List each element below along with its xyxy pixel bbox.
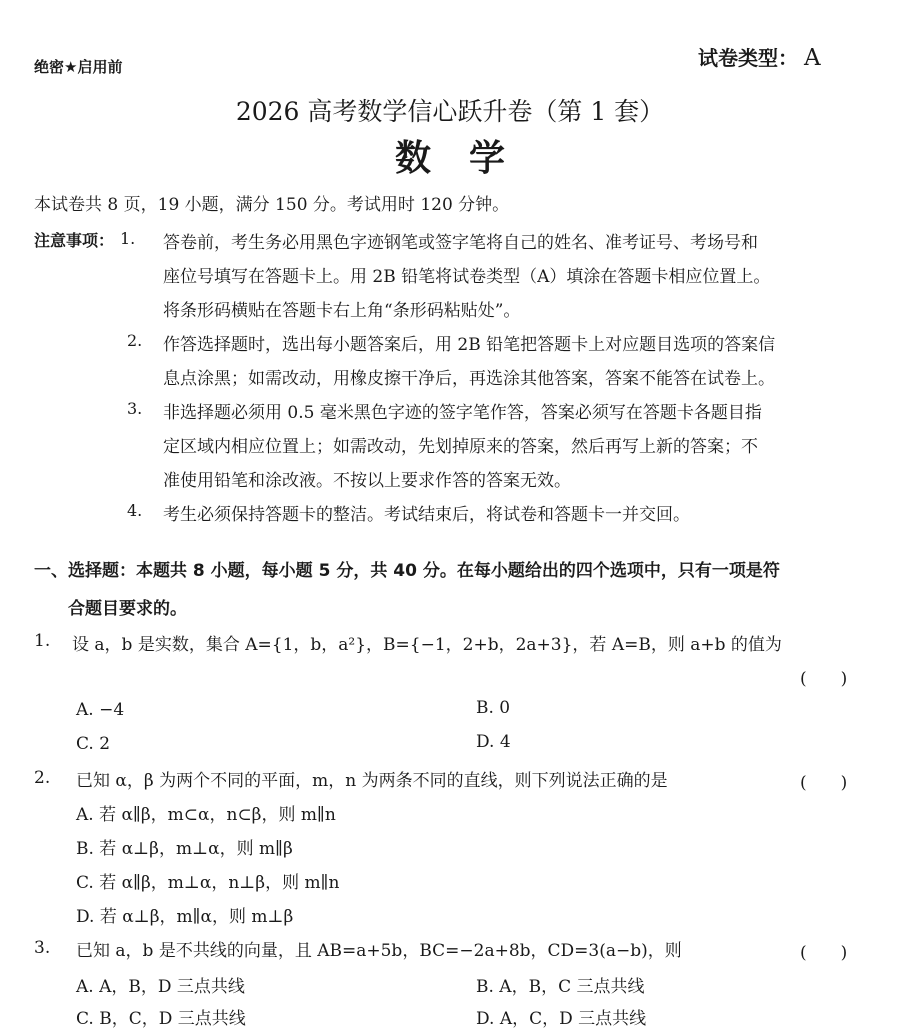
option: B. A，B，C 三点共线 (476, 977, 645, 997)
question-number: 2. (34, 768, 51, 788)
note-line: 座位号填写在答题卡上。用 2B 铅笔将试卷类型（A）填涂在答题卡相应位置上。 (163, 267, 771, 287)
answer-paren: ( ) (800, 773, 848, 793)
option: C. B，C，D 三点共线 (76, 1009, 246, 1029)
note-line: 息点涂黑；如需改动，用橡皮擦干净后，再选涂其他答案，答案不能答在试卷上。 (163, 369, 775, 389)
notes-label: 注意事项： (34, 231, 115, 250)
note-number: 3. (127, 399, 143, 418)
note-line: 考生必须保持答题卡的整洁。考试结束后，将试卷和答题卡一并交回。 (163, 505, 690, 525)
note-line: 定区域内相应位置上；如需改动，先划掉原来的答案，然后再写上新的答案；不 (163, 437, 758, 457)
option: B. 若 α⊥β，m⊥α，则 m∥β (76, 839, 293, 859)
note-line: 答卷前，考生务必用黑色字迹钢笔或签字笔将自己的姓名、准考证号、考场号和 (163, 233, 758, 253)
question-stem: 设 a，b 是实数，集合 A={1，b，a²}，B={−1，2+b，2a+3}，若 A=B，则 a+b 的值为 (72, 635, 782, 655)
question-number: 3. (34, 938, 51, 958)
answer-paren: ( ) (800, 943, 848, 963)
option: A. −4 (76, 700, 125, 720)
option: C. 2 (76, 734, 111, 754)
option: D. A，C，D 三点共线 (476, 1009, 647, 1029)
answer-paren: ( ) (800, 669, 848, 689)
option: A. 若 α∥β，m⊂α，n⊂β，则 m∥n (76, 805, 336, 825)
paper-type-label: 试卷类型： (698, 46, 798, 70)
question-number: 1. (34, 631, 51, 651)
question-stem: 已知 a，b 是不共线的向量，且 AB=a+5b，BC=−2a+8b，CD=3(a−b)，则 (76, 941, 682, 961)
note-number: 4. (127, 501, 143, 520)
section-heading-cont: 合题目要求的。 (68, 599, 187, 619)
note-line: 非选择题必须用 0.5 毫米黑色字迹的签字笔作答，答案必须写在答题卡各题目指 (163, 403, 762, 423)
option: D. 若 α⊥β，m∥α，则 m⊥β (76, 907, 294, 927)
subject-title: 数学 (394, 138, 543, 179)
option: B. 0 (476, 698, 511, 718)
question-stem: 已知 α，β 为两个不同的平面，m，n 为两条不同的直线，则下列说法正确的是 (76, 771, 668, 791)
section-heading: 一、选择题：本题共 8 小题，每小题 5 分，共 40 分。在每小题给出的四个选项中，只有一项是符 (34, 561, 780, 581)
option: C. 若 α∥β，m⊥α，n⊥β，则 m∥n (76, 873, 340, 893)
note-line: 作答选择题时，选出每小题答案后，用 2B 铅笔把答题卡上对应题目选项的答案信 (163, 335, 776, 355)
option: A. A，B，D 三点共线 (76, 977, 245, 997)
exam-intro: 本试卷共 8 页，19 小题，满分 150 分。考试用时 120 分钟。 (34, 195, 510, 215)
paper-type (698, 42, 821, 71)
secrecy-mark: 绝密★启用前 (34, 58, 123, 76)
paper-type-value: A (804, 45, 821, 71)
note-line: 准使用铅笔和涂改液。不按以上要求作答的答案无效。 (163, 471, 571, 491)
note-line: 将条形码横贴在答题卡右上角“条形码粘贴处”。 (163, 301, 521, 321)
note-number: 1. (120, 229, 136, 248)
option: D. 4 (476, 732, 511, 752)
note-number: 2. (127, 331, 143, 350)
exam-title: 2026 高考数学信心跃升卷（第 1 套） (235, 97, 665, 126)
